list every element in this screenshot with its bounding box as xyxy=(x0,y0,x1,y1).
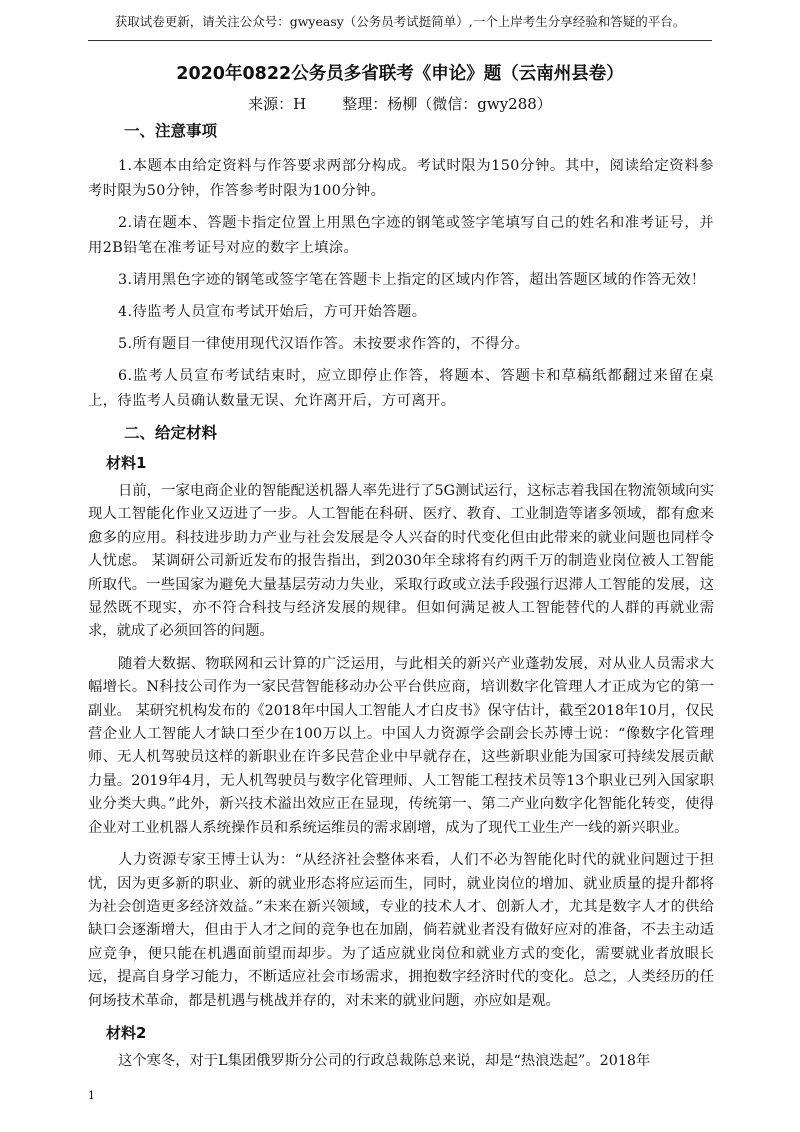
material-2-title: 材料2 xyxy=(106,1023,147,1042)
material-paragraph: 随着大数据、物联网和云计算的广泛运用，与此相关的新兴产业蓬勃发展，对从业人员需求大幅增长。N科技公司作为一家民营智能移动办公平台供应商，培训数字化管理人才正成为它的第一副业。 某研究机构发布的《2018年中国人工智能人才白皮书》保守估计，截至2018年10月，仅民营企业人工智能人才缺口至少在100万以上。中国人力资源学会副会长苏博士说：“像数字化管理师、无人机驾驶员这样的新职业在许多民营企业中早就存在，这些新职业能为国家可持续发展贡献力量。2019年4月，无人机驾驶员与数字化管理师、人工智能工程技术员等13个职业已列入国家职业分类大典。”此外，新兴技术溢出效应正在显现，传统第一、第二产业向数字化智能化转变，使得企业对工业机器人系统操作员和系统运维员的需求剧增，成为了现代工业生产一线的新兴职业。 xyxy=(88,655,714,836)
section-heading-materials: 二、给定材料 xyxy=(124,424,218,442)
material-paragraph: 人力资源专家王博士认为：“从经济社会整体来看，人们不必为智能化时代的就业问题过于担忧，因为更多新的职业、新的就业形态将应运而生，同时，就业岗位的增加、就业质量的提升都将为社会创造更多经济效益。”未来在新兴领域，专业的技术人才、创新人才，尤其是数字人才的供给缺口会逐渐增大，但由于人才之间的竞争也在加剧，倘若就业者没有做好应对的准备，不去主动适应竞争，便只能在机遇面前望而却步。为了适应就业岗位和就业方式的变化，需要就业者放眼长远，提高自身学习能力，不断适应社会市场需求，拥抱数字经济时代的变化。总之，人类经历的任何场技术革命，都是机遇与桃战并存的，对未来的就业问题，亦应如是观。 xyxy=(88,852,714,1009)
section-heading-notes: 一、注意事项 xyxy=(124,122,218,140)
note-item: 4.待监考人员宣布考试开始后，方可开始答题。 xyxy=(118,304,427,320)
document-source-line xyxy=(0,93,800,115)
material-1-title: 材料1 xyxy=(106,454,147,472)
source-label: 来源：H xyxy=(248,95,307,113)
material-paragraph: 这个寒冬，对于L集团俄罗斯分公司的行政总裁陈总来说，却是“热浪迭起”。2018年 xyxy=(118,1052,651,1069)
page-header: 获取试卷更新，请关注公众号：gwyeasy（公务员考试挺简单）,一个上岸考生分享经验和答疑的平台。 xyxy=(114,14,686,29)
editor-label: 整理：杨柳（微信：gwy288） xyxy=(342,95,552,113)
material-paragraph: 日前，一家电商企业的智能配送机器人率先进行了5G测试运行，这标志着我国在物流领域向实现人工智能化作业又迈进了一步。人工智能在科研、医疗、教育、工业制造等诸多领域，都有愈来愈多的应用。科技进步助力产业与社会发展是令人兴奋的时代变化但由此带来的就业问题也同样令人忧虑。 某调研公司新近发布的报告指出，到2030年全球将有约两千万的制造业岗位被人工智能所取代。一些国家为避免大量基层劳动力失业，采取行政或立法手段强行迟滞人工智能的发展，这显然既不现实，亦不符合科技与经济发展的规律。但如何满足被人工智能替代的人群的再就业需求，就成了必须回答的问题。 xyxy=(88,483,714,640)
note-item: 5.所有题目一律使用现代汉语作答。未按要求作答的，不得分。 xyxy=(118,336,530,352)
note-item: 3.请用黑色字迹的钢笔或签字笔在答题卡上指定的区域内作答，超出答题区域的作答无效！ xyxy=(118,272,706,288)
document-body xyxy=(88,120,714,1082)
page-number: 1 xyxy=(88,1089,95,1102)
document-title: 2020年0822公务员多省联考《申论》题（云南州县卷） xyxy=(176,64,624,84)
note-item: 1.本题本由给定资料与作答要求两部分构成。考试时限为150分钟。其中，阅读给定资料参考时限为50分钟，作答参考时限为100分钟。 xyxy=(88,158,714,199)
header-divider xyxy=(88,40,712,41)
note-item: 2.请在题本、答题卡指定位置上用黑色字迹的钢笔或签字笔填写自己的姓名和准考证号，并用2B铅笔在准考证号对应的数字上填涂。 xyxy=(88,215,714,256)
note-item: 6.监考人员宣布考试结束时，应立即停止作答，将题本、答题卡和草稿纸都翻过来留在桌上，待监考人员确认数量无误、允许离开后，方可离开。 xyxy=(88,368,714,409)
